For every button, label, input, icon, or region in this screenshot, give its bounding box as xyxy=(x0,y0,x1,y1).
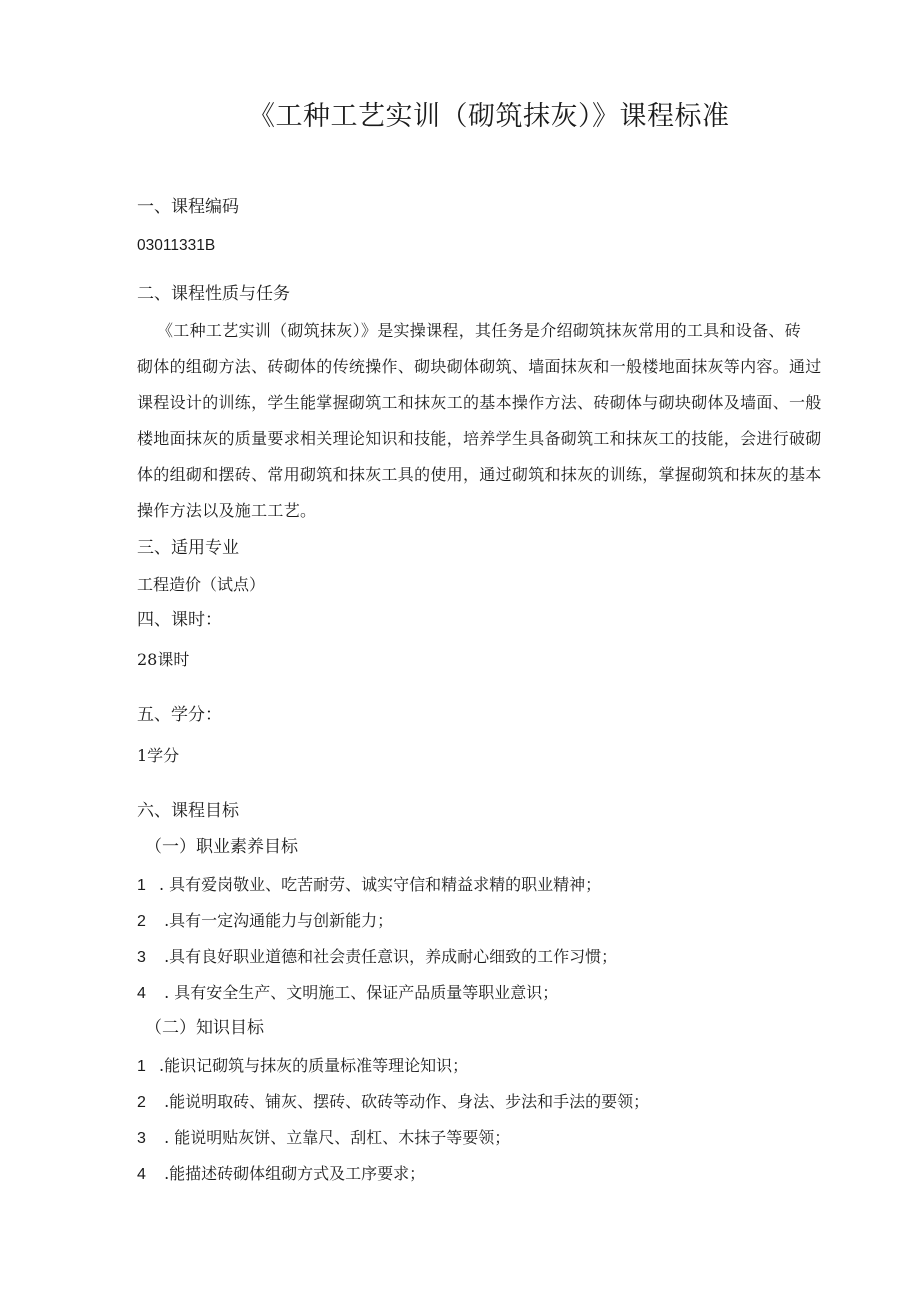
paragraph-line: 《工种工艺实训（砌筑抹灰）》是实操课程，其任务是介绍砌筑抹灰常用的工具和设备、砖 xyxy=(157,321,802,340)
section-heading-course-code: 一、课程编码 xyxy=(137,197,239,217)
list-item-number: 3 xyxy=(137,1130,146,1147)
subheading-knowledge: （二）知识目标 xyxy=(145,1018,264,1038)
list-item-text: . 能说明贴灰饼、立靠尺、刮杠、木抹子等要领； xyxy=(159,1128,511,1147)
list-item-text: .具有一定沟通能力与创新能力； xyxy=(159,911,394,930)
hours-value: 28课时 xyxy=(137,650,190,669)
list-item-number: 2 xyxy=(137,913,146,930)
document-title: 《工种工艺实训（砌筑抹灰）》课程标准 xyxy=(248,101,730,132)
subheading-professional-quality: （一）职业素养目标 xyxy=(145,837,298,857)
list-item-text: .能描述砖砌体组砌方式及工序要求； xyxy=(159,1164,426,1183)
list-item-text: .具有良好职业道德和社会责任意识，养成耐心细致的工作习惯； xyxy=(159,947,618,966)
paragraph-line: 砌体的组砌方法、砖砌体的传统操作、砌块砌体砌筑、墙面抹灰和一般楼地面抹灰等内容。通过 xyxy=(137,357,822,376)
list-item xyxy=(137,1094,649,1111)
list-item xyxy=(137,877,601,894)
credits-value: 1学分 xyxy=(137,746,180,765)
paragraph-line: 体的组砌和摆砖、常用砌筑和抹灰工具的使用，通过砌筑和抹灰的训练，掌握砌筑和抹灰的基本 xyxy=(137,465,822,484)
list-item-number: 4 xyxy=(137,1166,146,1183)
list-item-text: .能说明取砖、铺灰、摆砖、砍砖等动作、身法、步法和手法的要领； xyxy=(159,1092,650,1111)
list-item-number: 2 xyxy=(137,1094,146,1111)
list-item xyxy=(137,1130,510,1147)
list-item-number: 1 xyxy=(137,877,146,894)
list-item xyxy=(137,949,617,966)
list-item-number: 3 xyxy=(137,949,146,966)
section-heading-credits: 五、学分： xyxy=(137,705,222,725)
applicable-major-value: 工程造价（试点） xyxy=(137,575,266,594)
paragraph-line: 操作方法以及施工工艺。 xyxy=(137,501,317,520)
list-item-number: 4 xyxy=(137,985,146,1002)
section-heading-hours: 四、课时： xyxy=(137,610,222,630)
list-item xyxy=(137,985,558,1002)
list-item-text: . 具有爱岗敬业、吃苦耐劳、诚实守信和精益求精的职业精神； xyxy=(159,875,602,894)
list-item xyxy=(137,1058,468,1075)
course-code: 03011331B xyxy=(137,237,216,254)
section-heading-objectives: 六、课程目标 xyxy=(137,801,239,821)
list-item-number: 1 xyxy=(137,1058,146,1075)
list-item-text: . 具有安全生产、文明施工、保证产品质量等职业意识； xyxy=(159,983,559,1002)
list-item xyxy=(137,913,393,930)
list-item xyxy=(137,1166,425,1183)
section-heading-nature-task: 二、课程性质与任务 xyxy=(137,284,290,304)
paragraph-line: 课程设计的训练，学生能掌握砌筑工和抹灰工的基本操作方法、砖砌体与砌块砌体及墙面、一般 xyxy=(137,393,822,412)
section-heading-applicable-major: 三、适用专业 xyxy=(137,538,239,558)
list-item-text: .能识记砌筑与抹灰的质量标准等理论知识； xyxy=(159,1056,469,1075)
paragraph-line: 楼地面抹灰的质量要求相关理论知识和技能，培养学生具备砌筑工和抹灰工的技能，会进行破砌 xyxy=(137,429,822,448)
